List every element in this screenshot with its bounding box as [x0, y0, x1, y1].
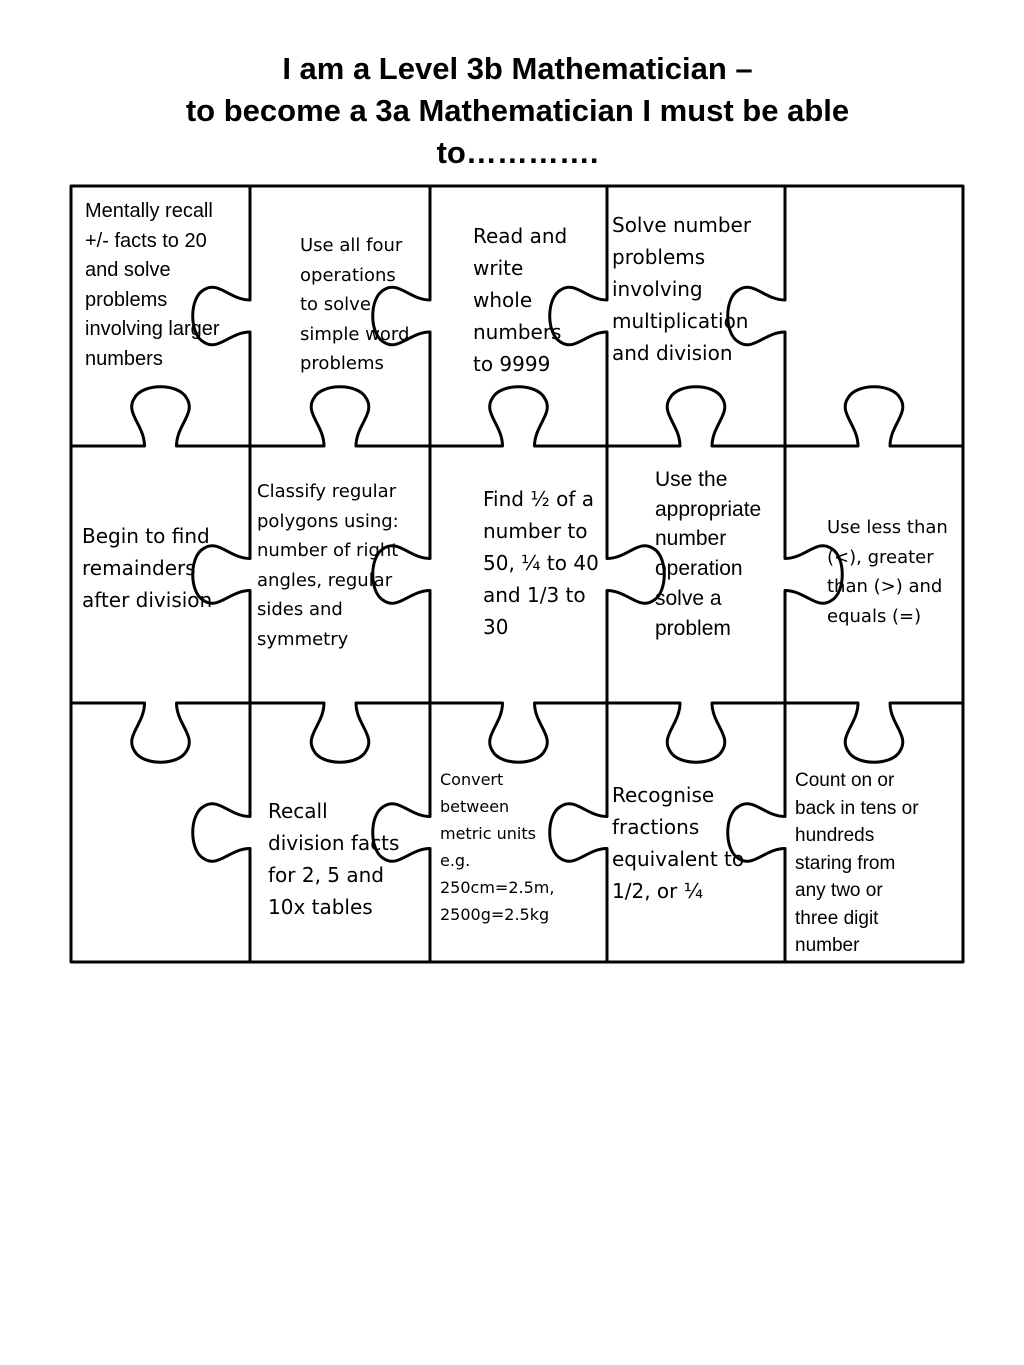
puzzle-edge-h [430, 703, 607, 762]
puzzle-edge-v [193, 703, 250, 962]
puzzle-edge-h [430, 387, 607, 446]
puzzle-edge-h [607, 387, 785, 446]
puzzle-edge-h [785, 387, 963, 446]
puzzle-edge-h [607, 703, 785, 762]
puzzle-edge-h [250, 387, 430, 446]
puzzle-piece-r3c2: Recall division facts for 2, 5 and 10x tables [268, 799, 400, 919]
puzzle-piece-r1c3: Read and write whole numbers to 9999 [473, 224, 568, 376]
puzzle-piece-r2c2: Classify regular polygons using: number of right angles, regular sides and symmetry [257, 481, 399, 650]
puzzle-piece-r3c5: Count on or back in tens or hundreds staring from any two or three digit number [795, 770, 919, 956]
title-line-1: I am a Level 3b Mathematician – [282, 51, 753, 86]
puzzle-piece-r1c2: Use all four operations to solve simple word problems [300, 235, 410, 374]
puzzle-edge-h [71, 387, 250, 446]
puzzle-edge-h [250, 703, 430, 762]
puzzle-piece-r1c1: Mentally recall +/- facts to 20 and solve problems involving larger numbers [85, 200, 220, 370]
puzzle-piece-r1c4: Solve number problems involving multiplication and division [612, 213, 752, 365]
puzzle-piece-r2c4: Use the appropriate number operation solve a problem [655, 468, 762, 640]
title-line-3: to…………. [436, 135, 599, 170]
puzzle-piece-r2c1: Begin to find remainders after division [82, 524, 213, 612]
title-line-2: to become a 3a Mathematician I must be able [185, 93, 850, 128]
puzzle-piece-r2c5: Use less than (<), greater than (>) and equals (=) [827, 517, 948, 627]
puzzle-edge-v [550, 703, 607, 962]
puzzle-piece-r3c3: Convert between metric units e.g. 250cm=2.5m, 2500g=2.5kg [440, 770, 555, 924]
puzzle-edge-h [785, 703, 963, 762]
puzzle-edge-h [71, 703, 250, 762]
puzzle-piece-r3c4: Recognise fractions equivalent to 1/2, or ¼ [612, 783, 745, 903]
puzzle-piece-r2c3: Find ½ of a number to 50, ¼ to 40 and 1/3 to 30 [483, 487, 599, 639]
